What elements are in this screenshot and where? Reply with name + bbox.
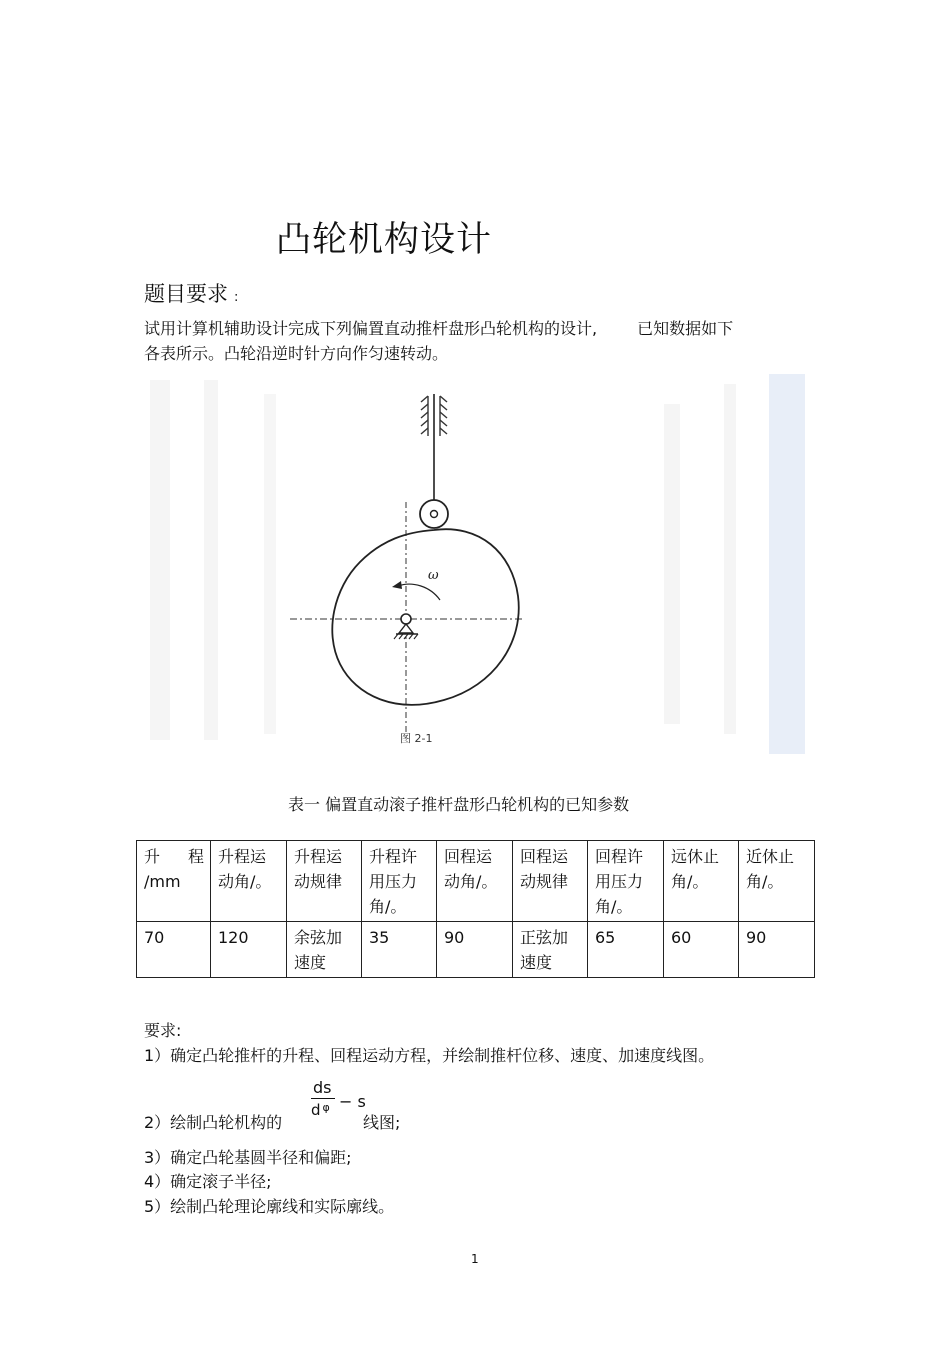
intro-part1: 试用计算机辅助设计完成下列偏置直动推杆盘形凸轮机构的设计, [144,319,598,338]
header-cell-return-pressure: 回程许 用压力 角/。 [588,841,664,922]
value-cell: 35 [362,922,437,978]
value-cell: 70 [137,922,211,978]
value-cell: 90 [437,922,513,978]
page-number: 1 [471,1252,479,1266]
fraction-minus-s: − s [339,1092,366,1111]
header-cell-rise-angle: 升程运 动角/。 [211,841,287,922]
cam-profile [332,529,518,705]
header-cell-rise-pressure: 升程许 用压力 角/。 [362,841,437,922]
intro-part2: 已知数据如下 [637,319,734,338]
value-cell: 90 [739,922,815,978]
page-title: 凸轮机构设计 [276,220,493,260]
pivot-support-icon [399,624,413,633]
requirement-item-2-suffix: 线图; [363,1113,401,1132]
parameter-table [136,840,815,978]
value-cell: 正弦加 速度 [513,922,588,978]
header-cell-rise-law: 升程运 动规律 [287,841,362,922]
table-value-row [137,922,815,978]
figure-side-panel [769,374,805,754]
rotation-arrowhead-icon [392,581,402,589]
value-cell: 120 [211,922,287,978]
requirement-item-5: 5）绘制凸轮理论廓线和实际廓线。 [144,1197,395,1216]
intro-paragraph [144,316,814,366]
fraction-denominator: d $^\varphi$ [311,1101,330,1119]
table-caption: 表一 偏置直动滚子推杆盘形凸轮机构的已知参数 [288,795,630,814]
fraction-numerator: ds [313,1078,332,1097]
scan-texture [150,380,736,740]
rotation-arrow [398,584,440,600]
requirement-item-2-prefix: 2）绘制凸轮机构的 [144,1113,283,1132]
requirement-item-4: 4）确定滚子半径; [144,1172,272,1191]
table-header-row [137,841,815,922]
header-cell-return-law: 回程运 动规律 [513,841,588,922]
cam-figure [144,374,805,754]
requirement-item-1: 1）确定凸轮推杆的升程、回程运动方程，并绘制推杆位移、速度、加速度线图。 [144,1046,715,1065]
cam-diagram [144,374,805,754]
header-cell-return-angle: 回程运 动角/。 [437,841,513,922]
roller-pin [431,511,438,518]
value-cell: 60 [664,922,739,978]
intro-part3: 各表所示。凸轮沿逆时针方向作匀速转动。 [144,344,449,363]
section-heading [144,278,238,308]
value-cell: 65 [588,922,664,978]
fraction-bar [311,1098,335,1099]
requirements-heading: 要求: [144,1021,182,1040]
value-cell: 余弦加 速度 [287,922,362,978]
section-heading-text: 题目要求 [144,282,228,306]
header-cell-rise: 升 程 /mm [137,841,211,922]
omega-label: ω [428,568,439,583]
header-cell-near-dwell: 近休止 角/。 [739,841,815,922]
figure-caption: 图 2-1 [400,732,433,745]
header-cell-far-dwell: 远休止 角/。 [664,841,739,922]
requirement-item-3: 3）确定凸轮基圆半径和偏距; [144,1148,352,1167]
section-heading-colon: : [234,290,239,305]
pivot [401,614,411,624]
